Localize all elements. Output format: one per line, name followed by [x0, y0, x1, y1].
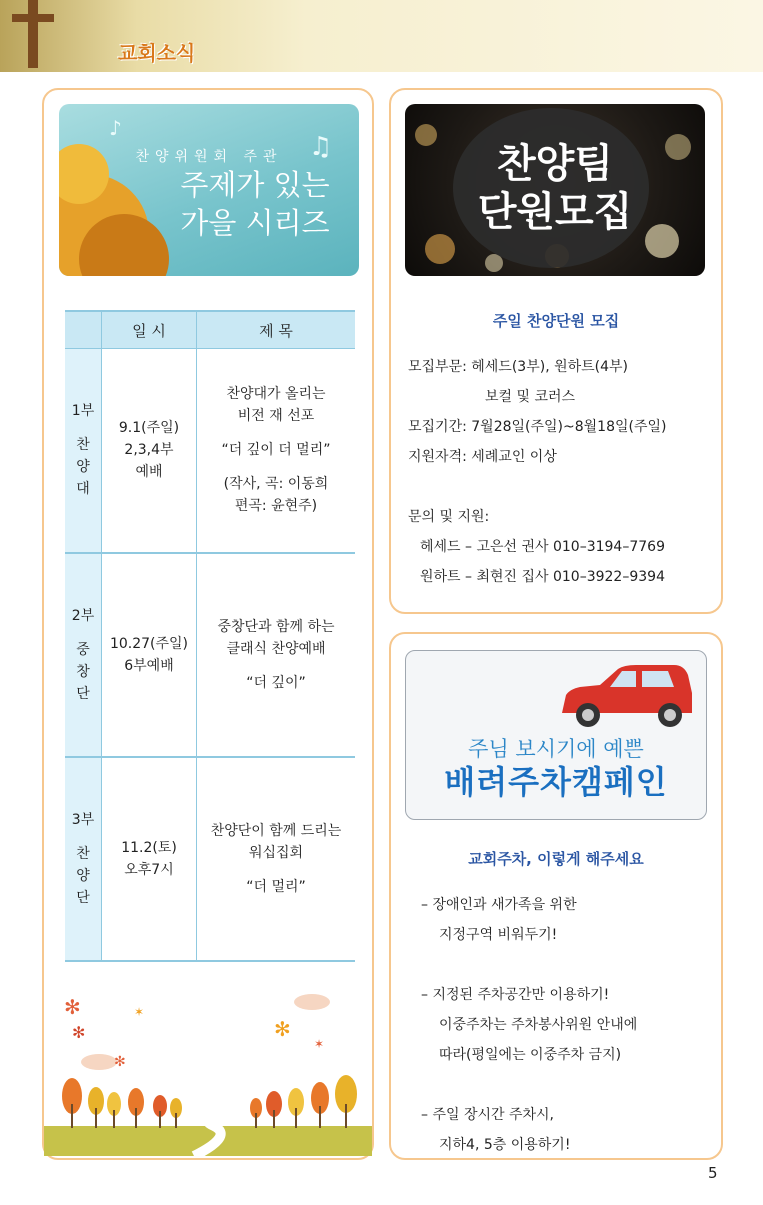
cross-bar-icon	[12, 14, 54, 22]
svg-text:✶: ✶	[314, 1037, 325, 1051]
banner-title	[145, 166, 359, 242]
part-char: 대	[76, 481, 90, 498]
autumn-series-panel	[42, 88, 374, 1160]
section-title: 교회소식	[118, 41, 196, 65]
worship-team-recruit-panel	[389, 88, 723, 614]
part-char: 양	[76, 867, 90, 884]
title-line: 클래식 찬양예배	[226, 640, 326, 657]
date-line: 9.1(주일)	[118, 420, 180, 437]
part-char: 찬	[76, 437, 90, 454]
recruit-title: 주일 찬양단원 모집	[492, 312, 620, 330]
title-line: (작사, 곡: 이동희	[223, 476, 329, 493]
guideline-line: 지정구역 비워두기!	[439, 927, 558, 943]
part-label: 2부	[71, 607, 95, 624]
schedule-table	[65, 310, 355, 962]
part-label: 1부	[71, 403, 95, 420]
detail-line: 모집부문: 헤세드(3부), 원하트(4부)	[408, 359, 629, 375]
date-line: 11.2(토)	[121, 839, 177, 856]
contact-line: 원하트 – 최현진 집사 010–3922–9394	[420, 569, 665, 585]
svg-text:✻: ✻	[114, 1054, 126, 1070]
guideline-line: 따라(평일에는 이중주차 금지)	[439, 1047, 622, 1063]
title-line: “더 깊이”	[246, 674, 306, 691]
banner-title-line2: 가을 시리즈	[180, 206, 330, 240]
title-line: 편곡: 윤현주)	[234, 498, 318, 515]
title-line: 비전 재 선포	[237, 408, 315, 425]
title-cell	[197, 349, 356, 553]
part-char: 찬	[76, 845, 90, 862]
banner-subtitle: 주님 보시기에 예쁜	[468, 737, 644, 761]
date-line: 오후7시	[124, 861, 174, 878]
table-header-row	[65, 311, 355, 349]
part-cell	[65, 757, 102, 961]
guideline-line: – 지정된 주차공간만 이용하기!	[421, 987, 610, 1003]
title-line: 찬양대가 올리는	[226, 386, 326, 403]
table-header-empty	[65, 311, 102, 349]
date-line: 2,3,4부	[124, 442, 174, 459]
title-line: 찬양단이 함께 드리는	[210, 822, 342, 839]
date-cell	[102, 757, 197, 961]
title-cell	[197, 757, 356, 961]
date-line: 예배	[135, 464, 163, 481]
title-line: 중창단과 함께 하는	[217, 618, 335, 635]
part-char: 중	[76, 641, 90, 658]
worship-team-banner	[405, 104, 705, 276]
date-cell	[102, 349, 197, 553]
table-row	[65, 349, 355, 553]
date-line: 6부예배	[124, 657, 174, 674]
detail-line: 보컬 및 코러스	[485, 389, 576, 405]
table-row	[65, 553, 355, 757]
autumn-series-banner	[59, 104, 359, 276]
page-number: 5	[708, 1164, 718, 1182]
car-icon	[556, 661, 696, 733]
table-header-title: 제 목	[197, 311, 356, 349]
svg-text:✻: ✻	[72, 1023, 86, 1042]
part-char: 단	[76, 889, 90, 906]
parking-guidelines	[421, 890, 637, 1160]
music-note-icon: ♪	[109, 116, 122, 140]
svg-text:✻: ✻	[64, 995, 81, 1019]
banner-title: 배려주차캠페인	[444, 763, 668, 801]
part-cell	[65, 553, 102, 757]
music-note-icon: ♫	[309, 132, 333, 162]
banner-subtitle: 찬양위원회 주관	[135, 149, 283, 165]
parking-title: 교회주차, 이렇게 해주세요	[468, 850, 644, 868]
date-cell	[102, 553, 197, 757]
part-cell	[65, 349, 102, 553]
title-line: 워십집회	[248, 844, 304, 861]
part-char: 창	[76, 663, 90, 680]
svg-text:✻: ✻	[274, 1017, 291, 1041]
banner-title-line1: 주제가 있는	[180, 168, 330, 202]
banner-title-line1: 찬양팀	[497, 141, 613, 187]
guideline-line: – 장애인과 새가족을 위한	[421, 897, 577, 913]
title-line: “더 깊이 더 멀리”	[221, 442, 331, 459]
date-line: 10.27(주일)	[109, 635, 189, 652]
parking-campaign-banner	[405, 650, 707, 820]
part-label: 3부	[71, 811, 95, 828]
detail-line: 모집기간: 7월28일(주일)~8월18일(주일)	[408, 419, 667, 435]
svg-text:✶: ✶	[134, 1005, 145, 1019]
guideline-line: 지하4, 5층 이용하기!	[439, 1137, 571, 1153]
contact-line: 헤세드 – 고은선 권사 010–3194–7769	[420, 539, 665, 555]
autumn-illustration	[44, 986, 372, 1156]
page-header	[0, 0, 763, 72]
recruit-details	[408, 352, 666, 592]
table-header-date: 일 시	[102, 311, 197, 349]
detail-line: 문의 및 지원:	[408, 509, 490, 525]
table-row	[65, 757, 355, 961]
cross-icon	[28, 0, 38, 68]
banner-title-line2: 단원모집	[477, 189, 633, 235]
title-cell	[197, 553, 356, 757]
guideline-line: 이중주차는 주차봉사위원 안내에	[439, 1017, 638, 1033]
part-char: 양	[76, 459, 90, 476]
part-char: 단	[76, 685, 90, 702]
title-line: “더 멀리”	[246, 878, 306, 895]
parking-campaign-panel	[389, 632, 723, 1160]
guideline-line: – 주일 장시간 주차시,	[421, 1107, 554, 1123]
detail-line: 지원자격: 세례교인 이상	[408, 449, 557, 465]
